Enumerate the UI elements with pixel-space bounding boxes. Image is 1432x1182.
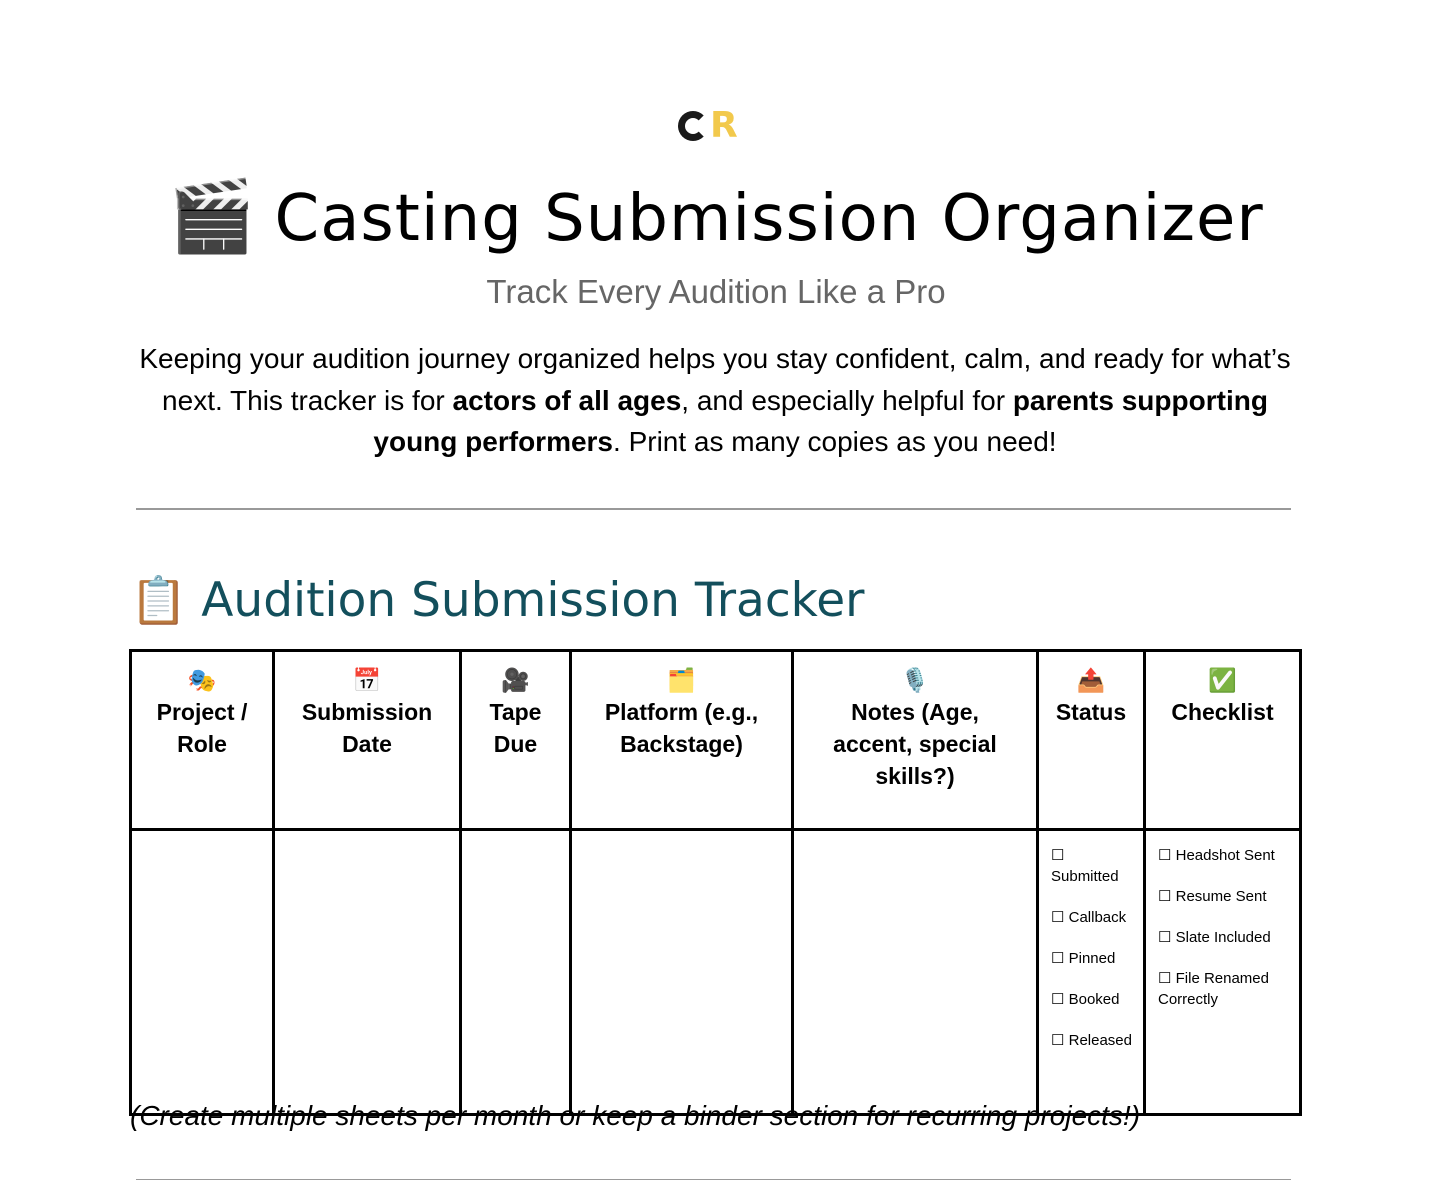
check-mark-icon: ✅: [1208, 667, 1237, 693]
checklist-option-headshot[interactable]: ☐ Headshot Sent: [1158, 847, 1275, 864]
intro-bold-1: actors of all ages: [452, 384, 682, 416]
clapperboard-icon: 🎬: [168, 175, 257, 257]
status-option-callback[interactable]: ☐ Callback: [1051, 909, 1127, 926]
footnote: (Create multiple sheets per month or keep a binder section for recurring projects!): [130, 1100, 1141, 1131]
status-option-pinned[interactable]: ☐ Pinned: [1051, 950, 1116, 967]
column-header-platform: 🗂️ Platform (e.g., Backstage): [571, 651, 793, 830]
column-header-project: 🎭 Project / Role: [131, 651, 274, 830]
column-header-submission-date: 📅 Submission Date: [274, 651, 461, 830]
intro-bold-2: parents supporting young performers: [373, 384, 1268, 457]
brand-logo: [678, 104, 738, 148]
logo-r-letter: R: [710, 105, 738, 146]
cell-project[interactable]: [131, 830, 274, 1115]
outbox-icon: 📤: [1076, 667, 1106, 693]
intro-text-1: Keeping your audition journey organized helps you stay confident, calm, and ready for what’s next. This tracker is for: [139, 343, 1291, 416]
intro-text-2: , and especially helpful for: [681, 384, 1013, 416]
cell-tape-due[interactable]: [461, 830, 571, 1115]
column-header-tape-due: 🎥 Tape Due: [461, 651, 571, 830]
calendar-icon: 📅: [352, 667, 382, 693]
divider: [136, 508, 1291, 510]
table-row: [131, 830, 1301, 1115]
checklist-option-resume[interactable]: ☐ Resume Sent: [1158, 888, 1267, 905]
camera-icon: 🎥: [501, 667, 530, 693]
checklist-option-file-renamed[interactable]: ☐ File Renamed Correctly: [1158, 970, 1269, 1008]
cell-platform[interactable]: [571, 830, 793, 1115]
cell-notes[interactable]: [793, 830, 1038, 1115]
folder-icon: 🗂️: [667, 667, 696, 693]
page-subtitle: Track Every Audition Like a Pro: [486, 273, 946, 310]
status-option-released[interactable]: ☐ Released: [1051, 1032, 1132, 1049]
page-title-text: Casting Submission Organizer: [274, 182, 1264, 256]
cell-status: [1038, 830, 1145, 1115]
cell-checklist: [1145, 830, 1301, 1115]
page-title: [0, 176, 1432, 259]
logo-c-icon: [678, 111, 708, 141]
column-header-status: 📤 Status: [1038, 651, 1145, 830]
section-title: [130, 568, 864, 633]
column-header-notes: 🎙️ Notes (Age, accent, special skills?): [793, 651, 1038, 830]
cell-submission-date[interactable]: [274, 830, 461, 1115]
checklist-option-slate[interactable]: ☐ Slate Included: [1158, 929, 1271, 946]
status-option-submitted[interactable]: ☐ Submitted: [1051, 847, 1119, 885]
clipboard-icon: 📋: [130, 573, 188, 627]
divider-bottom: [136, 1179, 1291, 1180]
status-option-booked[interactable]: ☐ Booked: [1051, 991, 1120, 1008]
intro-text-3: . Print as many copies as you need!: [613, 426, 1057, 457]
microphone-icon: 🎙️: [900, 667, 930, 693]
intro-paragraph: [120, 338, 1310, 463]
tracker-table: [129, 649, 1302, 1116]
section-title-text: Audition Submission Tracker: [201, 573, 865, 628]
table-header-row: [131, 651, 1301, 830]
column-header-checklist: ✅ Checklist: [1145, 651, 1301, 830]
masks-icon: 🎭: [187, 667, 217, 693]
